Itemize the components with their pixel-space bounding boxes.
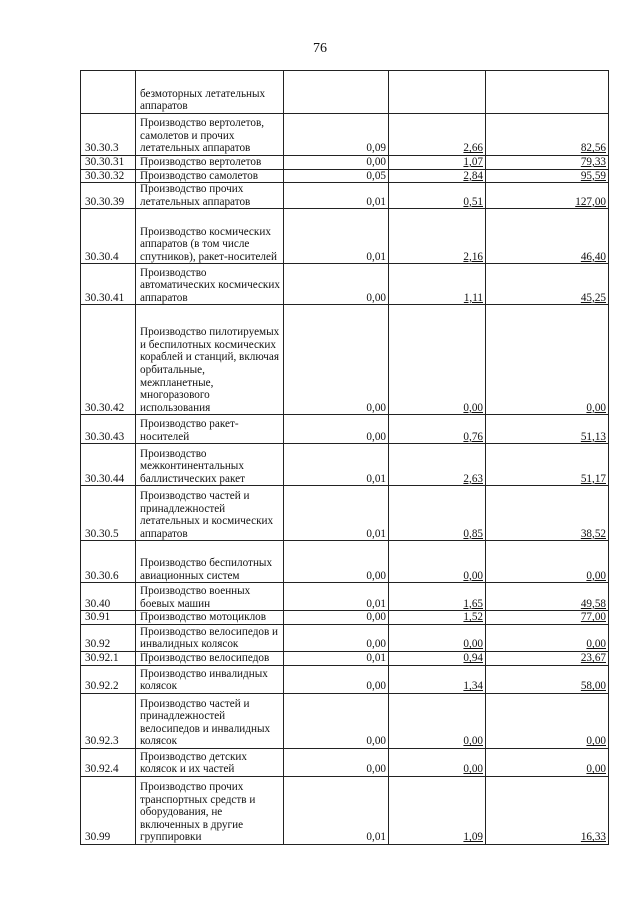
value-cell-2-text: 1,11 [463,291,483,304]
table-row [81,486,609,541]
value-cell-3-text: 51,13 [580,430,606,443]
code-cell-text: 30.30.5 [85,527,119,540]
value-cell-3-text: 0,00 [586,735,606,748]
value-cell-3-text: 51,17 [580,472,606,485]
value-cell-1 [284,183,389,209]
value-cell-1-text: 0,01 [366,527,386,540]
table-row [81,183,609,209]
name-cell-text: Производство вертолетов [140,156,262,168]
value-cell-3-text: 82,56 [580,142,606,155]
name-cell-text: Производство прочих транспортных средств и оборудования, не включенных в другие группировки [140,781,256,844]
code-cell [81,305,136,415]
name-cell [136,156,284,170]
name-cell-text: Производство вертолетов, самолетов и прочих летательных аппаратов [140,117,265,155]
name-cell-text: Производство детских колясок и их частей [140,750,247,776]
code-cell [81,693,136,748]
name-cell-text: Производство мотоциклов [140,611,267,624]
code-cell-text: 30.92.2 [85,680,119,693]
value-cell-3-text: 0,00 [586,569,606,582]
value-cell-2 [389,651,486,665]
value-cell-3 [486,305,609,415]
table-row [81,71,609,114]
name-cell-text: безмоторных летательных аппаратов [140,87,266,113]
name-cell-text: Производство инвалидных колясок [140,667,268,693]
code-cell-text: 30.30.39 [85,195,125,208]
value-cell-1 [284,209,389,264]
table-row [81,114,609,156]
value-cell-2-text: 0,85 [463,527,483,540]
code-cell [81,541,136,583]
code-cell [81,486,136,541]
code-cell [81,624,136,651]
page-number: 76 [313,41,327,56]
value-cell-1-text: 0,09 [366,142,386,155]
code-cell-text: 30.30.32 [85,169,125,182]
table-row [81,665,609,693]
value-cell-3 [486,114,609,156]
name-cell-text: Производство самолетов [140,169,259,182]
value-cell-2 [389,665,486,693]
name-cell-text: Производство пилотируемых и беспилотных космических кораблей и станций, включая орбитальные, межпланетные, многоразового использования [140,326,280,414]
value-cell-1 [284,264,389,305]
code-cell [81,169,136,183]
value-cell-1-text: 0,00 [366,291,386,304]
table-row [81,776,609,844]
code-cell-text: 30.92 [85,638,111,651]
code-cell-text: 30.30.43 [85,430,125,443]
value-cell-1-text: 0,00 [366,638,386,651]
code-cell-text: 30.30.31 [85,156,125,168]
value-cell-3-text: 95,59 [580,169,606,182]
table-row [81,651,609,665]
table-row [81,415,609,444]
value-cell-2-text: 2,63 [463,472,483,485]
value-cell-3 [486,415,609,444]
value-cell-2 [389,776,486,844]
value-cell-1 [284,651,389,665]
value-cell-2-text: 1,34 [463,680,483,693]
value-cell-2 [389,583,486,611]
value-cell-2-text: 0,00 [463,763,483,776]
value-cell-1 [284,583,389,611]
value-cell-2-text: 0,00 [463,735,483,748]
name-cell-text: Производство межконтинентальных баллистических ракет [140,447,245,485]
name-cell-text: Производство частей и принадлежностей велосипедов и инвалидных колясок [140,697,271,748]
code-cell-text: 30.91 [85,611,111,624]
code-cell-text: 30.92.4 [85,763,119,776]
value-cell-1-text: 0,01 [366,831,386,844]
value-cell-3-text: 38,52 [580,527,606,540]
code-cell-text: 30.30.3 [85,142,119,155]
name-cell-text: Производство велосипедов и инвалидных колясок [140,625,279,651]
value-cell-2-text: 0,00 [463,638,483,651]
value-cell-2-text: 0,00 [463,401,483,414]
name-cell [136,624,284,651]
value-cell-1-text: 0,01 [366,195,386,208]
value-cell-2 [389,71,486,114]
name-cell [136,264,284,305]
code-cell [81,71,136,114]
value-cell-2-text: 1,52 [463,611,483,624]
value-cell-3 [486,169,609,183]
value-cell-3-text: 49,58 [580,597,606,610]
value-cell-1 [284,665,389,693]
value-cell-2 [389,183,486,209]
value-cell-2 [389,156,486,170]
value-cell-1-text: 0,01 [366,652,386,665]
name-cell-text: Производство космических аппаратов (в том числе спутников), ракет-носителей [140,225,277,263]
value-cell-1-text: 0,01 [366,472,386,485]
code-cell [81,611,136,625]
value-cell-3 [486,748,609,776]
code-cell-text: 30.30.42 [85,401,125,414]
name-cell [136,776,284,844]
code-cell-text: 30.30.41 [85,291,125,304]
code-cell [81,156,136,170]
value-cell-3 [486,183,609,209]
value-cell-2-text: 1,09 [463,831,483,844]
value-cell-1 [284,444,389,486]
value-cell-3 [486,611,609,625]
code-cell [81,776,136,844]
value-cell-2-text: 0,51 [463,195,483,208]
name-cell [136,444,284,486]
value-cell-3 [486,541,609,583]
value-cell-1 [284,748,389,776]
value-cell-1-text: 0,01 [366,597,386,610]
name-cell [136,209,284,264]
code-cell [81,209,136,264]
value-cell-3-text: 77,00 [580,611,606,624]
value-cell-1 [284,693,389,748]
code-cell [81,264,136,305]
value-cell-1-text: 0,05 [366,169,386,182]
value-cell-2 [389,114,486,156]
name-cell [136,305,284,415]
table-row [81,624,609,651]
table-row [81,264,609,305]
value-cell-3 [486,209,609,264]
value-cell-3-text: 0,00 [586,401,606,414]
code-cell-text: 30.99 [85,831,111,844]
name-cell [136,665,284,693]
code-cell [81,444,136,486]
name-cell [136,611,284,625]
code-cell [81,651,136,665]
value-cell-2 [389,541,486,583]
value-cell-1-text: 0,00 [366,156,386,168]
value-cell-3-text: 46,40 [580,250,606,263]
value-cell-3-text: 79,33 [580,156,606,168]
value-cell-2-text: 2,84 [463,169,483,182]
code-cell [81,114,136,156]
code-cell [81,748,136,776]
value-cell-3 [486,71,609,114]
value-cell-1 [284,156,389,170]
value-cell-3 [486,651,609,665]
value-cell-1 [284,114,389,156]
code-cell-text: 30.92.3 [85,735,119,748]
value-cell-1-text: 0,00 [366,680,386,693]
value-cell-1-text: 0,00 [366,430,386,443]
table-row [81,209,609,264]
table-row [81,444,609,486]
value-cell-3 [486,776,609,844]
value-cell-1-text: 0,01 [366,250,386,263]
code-cell [81,183,136,209]
value-cell-3 [486,156,609,170]
value-cell-1 [284,415,389,444]
value-cell-2-text: 2,16 [463,250,483,263]
value-cell-2 [389,444,486,486]
value-cell-2 [389,169,486,183]
value-cell-3-text: 45,25 [580,291,606,304]
value-cell-3-text: 0,00 [586,763,606,776]
name-cell-text: Производство велосипедов [140,652,270,665]
name-cell [136,583,284,611]
name-cell-text: Производство автоматических космических аппаратов [140,266,280,304]
table-row [81,611,609,625]
value-cell-2 [389,486,486,541]
value-cell-2-text: 0,76 [463,430,483,443]
table-row [81,156,609,170]
value-cell-2 [389,415,486,444]
table-row [81,169,609,183]
name-cell [136,71,284,114]
data-table [80,70,609,845]
table-body [81,71,609,845]
value-cell-3-text: 127,00 [575,195,606,208]
name-cell-text: Производство частей и принадлежностей летательных и космических аппаратов [140,490,274,540]
value-cell-3 [486,665,609,693]
value-cell-2-text: 2,66 [463,142,483,155]
value-cell-2 [389,748,486,776]
table-row [81,541,609,583]
code-cell [81,415,136,444]
name-cell [136,169,284,183]
value-cell-3 [486,583,609,611]
table-row [81,305,609,415]
value-cell-1-text: 0,00 [366,735,386,748]
value-cell-1 [284,169,389,183]
value-cell-3 [486,444,609,486]
code-cell [81,583,136,611]
value-cell-3-text: 23,67 [580,652,606,665]
value-cell-1 [284,776,389,844]
table-row [81,693,609,748]
name-cell-text: Производство беспилотных авиационных систем [140,557,273,582]
value-cell-2-text: 1,65 [463,597,483,610]
value-cell-2-text: 1,07 [463,156,483,168]
name-cell [136,541,284,583]
value-cell-2 [389,264,486,305]
name-cell [136,183,284,209]
value-cell-1 [284,305,389,415]
name-cell [136,114,284,156]
name-cell-text: Производство ракет-носителей [140,418,239,443]
value-cell-3 [486,624,609,651]
value-cell-1-text: 0,00 [366,401,386,414]
value-cell-2 [389,624,486,651]
value-cell-1-text: 0,00 [366,611,386,624]
value-cell-3 [486,693,609,748]
value-cell-1 [284,611,389,625]
value-cell-1-text: 0,00 [366,569,386,582]
value-cell-1 [284,541,389,583]
code-cell-text: 30.92.1 [85,652,119,665]
value-cell-2-text: 0,00 [463,569,483,582]
code-cell-text: 30.30.4 [85,250,119,263]
value-cell-2-text: 0,94 [463,652,483,665]
code-cell-text: 30.30.6 [85,569,119,582]
table-row [81,748,609,776]
value-cell-3-text: 16,33 [580,831,606,844]
code-cell [81,665,136,693]
name-cell [136,415,284,444]
name-cell [136,651,284,665]
table-row [81,583,609,611]
code-cell-text: 30.30.44 [85,472,125,485]
value-cell-3-text: 58,00 [580,680,606,693]
value-cell-2 [389,209,486,264]
code-cell-text: 30.40 [85,597,111,610]
value-cell-1-text: 0,00 [366,763,386,776]
name-cell-text: Производство военных боевых машин [140,585,251,610]
value-cell-3 [486,486,609,541]
name-cell [136,693,284,748]
name-cell-text: Производство прочих летательных аппаратов [140,183,251,208]
value-cell-2 [389,611,486,625]
value-cell-1 [284,486,389,541]
value-cell-1 [284,71,389,114]
name-cell [136,748,284,776]
value-cell-2 [389,305,486,415]
value-cell-3-text: 0,00 [586,638,606,651]
name-cell [136,486,284,541]
value-cell-1 [284,624,389,651]
value-cell-2 [389,693,486,748]
value-cell-3 [486,264,609,305]
